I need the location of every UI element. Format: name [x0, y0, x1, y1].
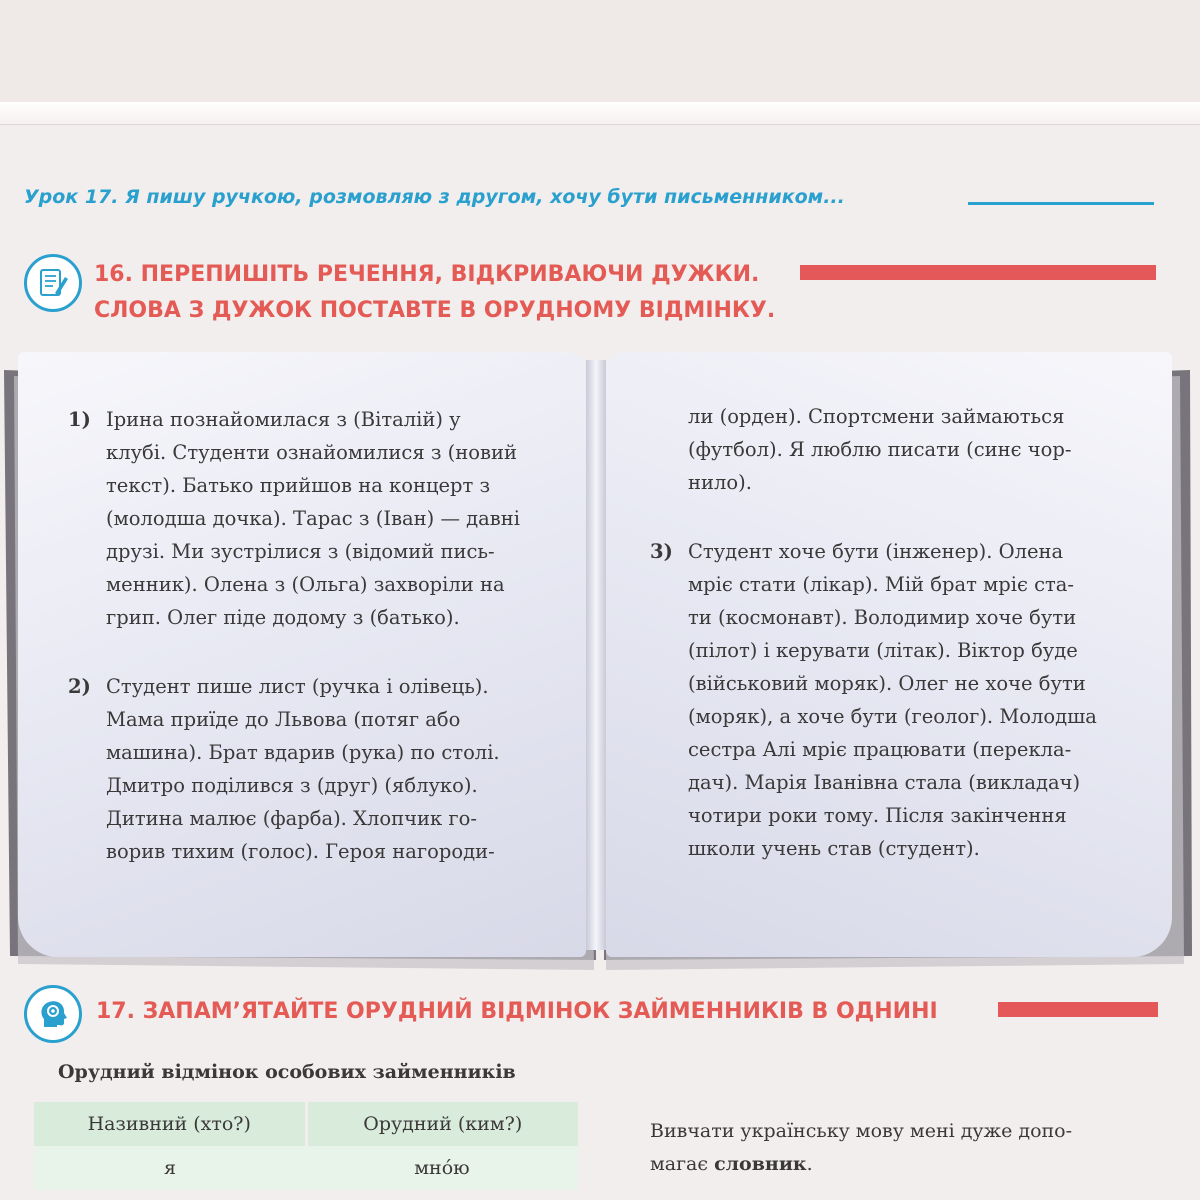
top-margin [0, 0, 1200, 102]
item-line: Студент пише лист (ручка і олівець). [106, 675, 489, 698]
item-line: Студент хоче бути (інженер). Олена [688, 540, 1064, 563]
table-row [34, 1146, 578, 1190]
table-header-cell: Називний (хто?) [34, 1102, 308, 1146]
table-header-cell: Орудний (ким?) [363, 1113, 523, 1135]
item-line: Дитина малює (фарба). Хлопчик го- [106, 807, 477, 830]
item-line: Дмитро поділився з (друг) (яблуко). [106, 774, 478, 797]
dictionary-note [650, 1115, 1072, 1181]
item-line: Ірина познайомилася з (Віталій) у [106, 408, 461, 431]
lesson-title: Урок 17. Я пишу ручкою, розмовляю з другом, хочу бути письменником... [24, 186, 845, 208]
item-line: (моряк), а хоче бути (геолог). Молодша [688, 705, 1097, 728]
note-line [650, 1148, 1072, 1181]
item-line: текст). Батько прийшов на концерт з [106, 474, 491, 497]
exercise-17-title-bar [998, 1002, 1158, 1017]
item-line: грип. Олег піде додому з (батько). [106, 606, 460, 629]
item-line: мріє стати (лікар). Мій брат мріє ста- [688, 573, 1075, 596]
item-line: друзі. Ми зустрілися з (відомий пись- [106, 540, 495, 563]
note-emphasis: словник [714, 1153, 807, 1175]
exercise-item-3 [650, 535, 1097, 865]
exercise-item-1 [68, 403, 521, 634]
table-cell: мно́ю [414, 1157, 470, 1179]
item-line: машина). Брат вдарив (рука) по столі. [106, 741, 500, 764]
exercise-17-title: 17. ЗАПАМ’ЯТАЙТЕ ОРУДНИЙ ВІДМІНОК ЗАЙМЕННИКІВ В ОДНИНІ [96, 999, 938, 1024]
note-text: . [806, 1153, 813, 1175]
head-brain-icon [24, 985, 82, 1043]
note-line: Вивчати українську мову мені дуже допо- [650, 1120, 1073, 1142]
item-line: школи учень став (студент). [688, 837, 980, 860]
exercise-item-2 [68, 670, 500, 868]
note-text: магає [650, 1153, 715, 1175]
item-line: клубі. Студенти ознайомилися з (новий [106, 441, 517, 464]
exercise-item-2-continued [688, 400, 1072, 499]
item-line: нило). [688, 471, 752, 494]
pronoun-table [34, 1102, 578, 1190]
page-top-edge [0, 102, 1200, 125]
table-header-row [34, 1102, 578, 1146]
item-number: 1) [68, 408, 91, 431]
table-cell: я [164, 1157, 176, 1179]
item-line: менник). Олена з (Ольга) захворіли на [106, 573, 505, 596]
item-line: (молодша дочка). Тарас з (Іван) — давні [106, 507, 521, 530]
notebook-icon [24, 254, 82, 312]
item-line: (військовий моряк). Олег не хоче бути [688, 672, 1086, 695]
item-line: ти (космонавт). Володимир хоче бути [688, 606, 1077, 629]
exercise-16-title-line2: СЛОВА З ДУЖОК ПОСТАВТЕ В ОРУДНОМУ ВІДМІНКУ. [94, 298, 776, 323]
lesson-title-rule [968, 202, 1154, 205]
item-line: чотири роки тому. Після закінчення [688, 804, 1067, 827]
item-line: (футбол). Я люблю писати (синє чор- [688, 438, 1072, 461]
item-number: 2) [68, 675, 91, 698]
item-line: (пілот) і керувати (літак). Віктор буде [688, 639, 1078, 662]
exercise-16-title-line1: 16. ПЕРЕПИШІТЬ РЕЧЕННЯ, ВІДКРИВАЮЧИ ДУЖКИ. [94, 262, 760, 287]
item-line: сестра Алі мріє працювати (перекла- [688, 738, 1072, 761]
item-line: дач). Марія Іванівна стала (викладач) [688, 771, 1081, 794]
table-title: Орудний відмінок особових займенників [58, 1061, 516, 1083]
item-number: 3) [650, 540, 673, 563]
exercise-16-title-bar [800, 265, 1156, 280]
item-line: ворив тихим (голос). Героя нагороди- [106, 840, 495, 863]
item-line: ли (орден). Спортсмени займаються [688, 405, 1065, 428]
book-spine [586, 360, 606, 950]
item-line: Мама приїде до Львова (потяг або [106, 708, 461, 731]
